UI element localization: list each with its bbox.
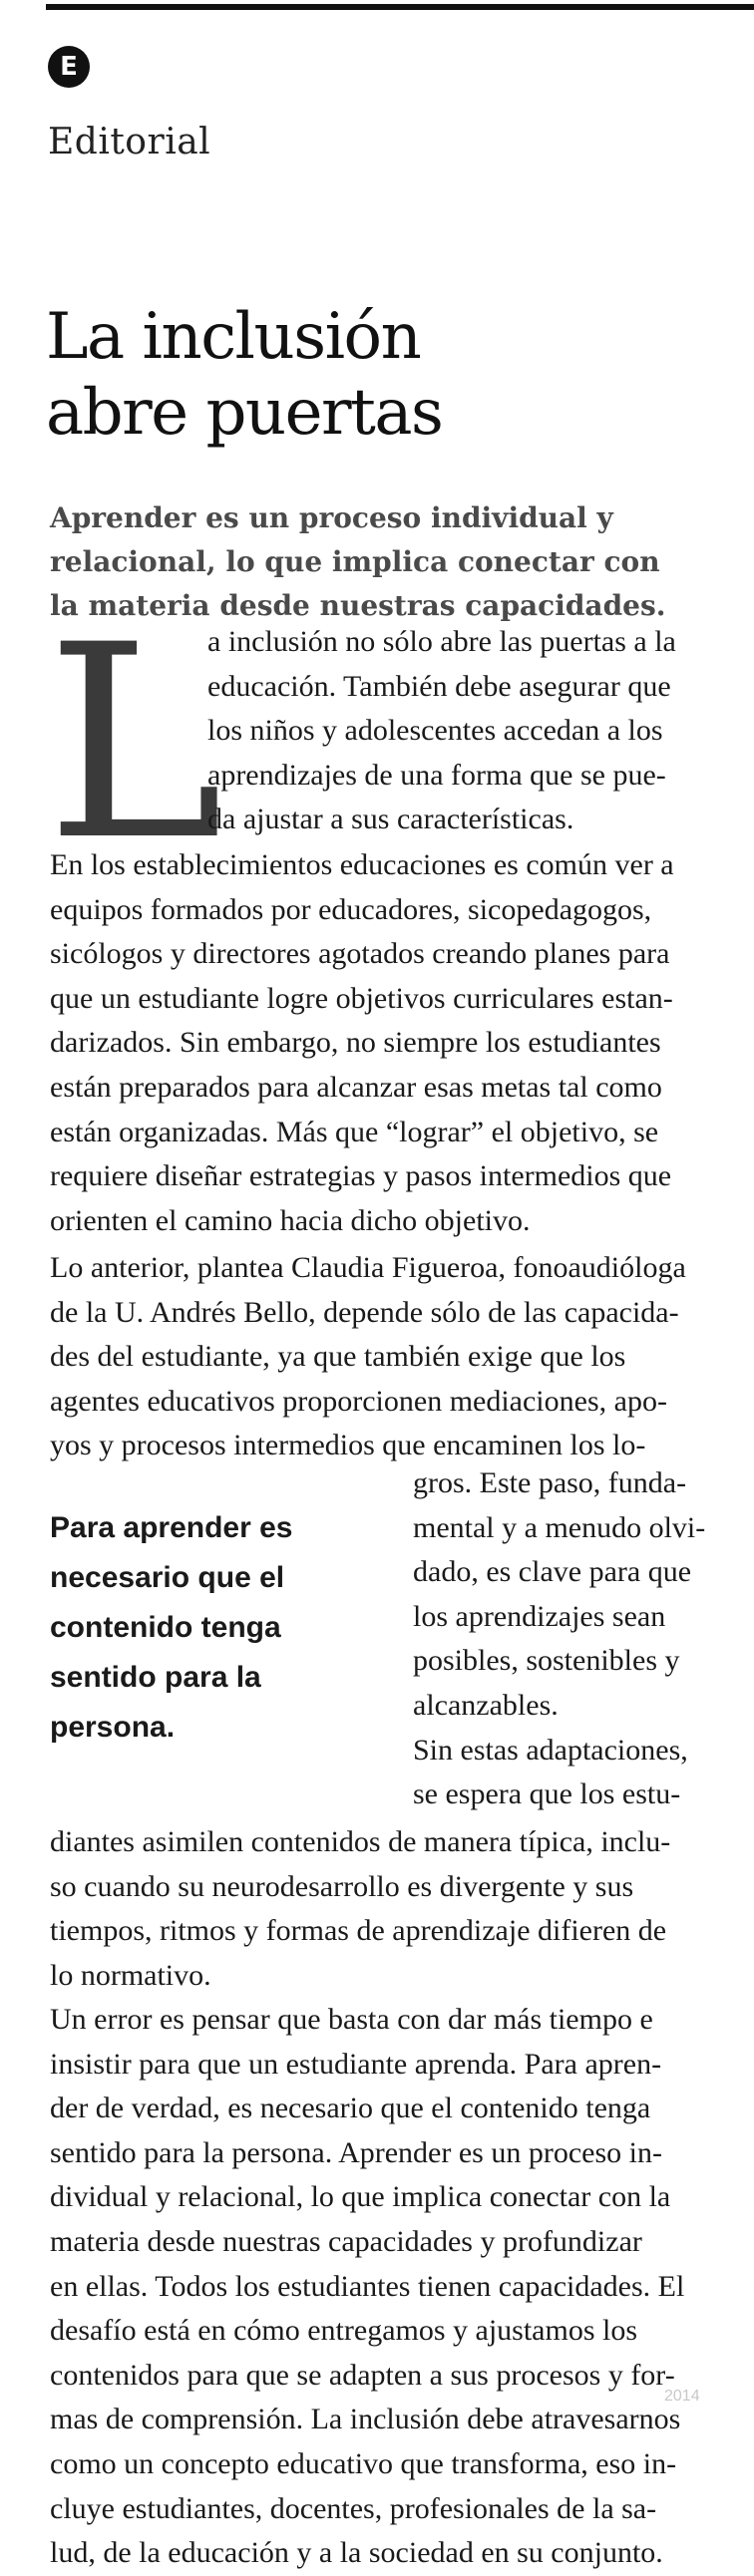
text-line: desafío está en cómo entregamos y ajustamos los xyxy=(50,2314,638,2348)
pull-quote xyxy=(50,1503,379,1753)
section-badge: E xyxy=(48,46,90,88)
text-line: diantes asimilen contenidos de manera típica, inclu- xyxy=(50,1825,671,1858)
text-line: yos y procesos intermedios que encaminen los lo- xyxy=(50,1429,646,1462)
text-line: los aprendizajes sean xyxy=(413,1599,666,1633)
text-line: gros. Este paso, funda- xyxy=(413,1466,687,1499)
deck-line: Aprender es un proceso individual y xyxy=(50,501,613,534)
pull-quote-line: contenido tenga xyxy=(50,1611,281,1644)
top-rule xyxy=(46,4,754,10)
paragraph-6 xyxy=(50,1998,738,2576)
text-line: dividual y relacional, lo que implica conectar con la xyxy=(50,2180,671,2214)
text-line: Lo anterior, plantea Claudia Figueroa, fonoaudióloga xyxy=(50,1251,686,1284)
deck-line: la materia desde nuestras capacidades. xyxy=(50,589,666,622)
text-line: están preparados para alcanzar esas metas tal como xyxy=(50,1070,662,1104)
text-line: educación. También debe asegurar que xyxy=(207,669,671,703)
text-line: Un error es pensar que basta con dar más tiempo e xyxy=(50,2003,653,2036)
text-line: dado, es clave para que xyxy=(413,1555,692,1589)
drop-cap: L xyxy=(46,588,223,899)
text-line: sentido para la persona. Aprender es un proceso in- xyxy=(50,2135,662,2169)
text-line: so cuando su neurodesarrollo es divergente y sus xyxy=(50,1869,634,1903)
text-line: sicólogos y directores agotados creando planes para xyxy=(50,937,670,971)
text-line: lo normativo. xyxy=(50,1958,211,1992)
paragraph-2 xyxy=(50,843,738,1243)
text-line: cluye estudiantes, docentes, profesionales de la sa- xyxy=(50,2491,657,2525)
deck-line: relacional, lo que implica conectar con xyxy=(50,545,660,578)
text-line: requiere diseñar estrategias y pasos intermedios que xyxy=(50,1159,672,1193)
text-line: orienten el camino hacia dicho objetivo. xyxy=(50,1203,531,1237)
text-line: alcanzables. xyxy=(413,1688,559,1722)
text-line: en ellas. Todos los estudiantes tienen capacidades. El xyxy=(50,2269,685,2303)
text-line: equipos formados por educadores, sicopedagogos, xyxy=(50,892,652,926)
text-line: los niños y adolescentes accedan a los xyxy=(207,714,663,748)
text-line: der de verdad, es necesario que el contenido tenga xyxy=(50,2092,651,2125)
text-line: están organizadas. Más que “lograr” el objetivo, se xyxy=(50,1115,659,1148)
pull-quote-line: persona. xyxy=(50,1711,176,1744)
text-line: darizados. Sin embargo, no siempre los estudiantes xyxy=(50,1026,661,1060)
text-line: de la U. Andrés Bello, depende sólo de las capacida- xyxy=(50,1295,679,1329)
text-line: mental y a menudo olvi- xyxy=(413,1510,706,1544)
text-line: se espera que los estu- xyxy=(413,1777,681,1811)
headline-line: La inclusión xyxy=(46,300,421,374)
text-line: posibles, sostenibles y xyxy=(413,1644,680,1678)
paragraph-5 xyxy=(50,1820,738,1998)
pull-quote-line: necesario que el xyxy=(50,1561,285,1594)
text-line: agentes educativos proporcionen mediaciones, apo- xyxy=(50,1384,667,1418)
headline xyxy=(46,299,724,451)
intro-paragraph xyxy=(207,620,726,842)
text-line: En los establecimientos educaciones es común ver a xyxy=(50,848,674,881)
text-line: materia desde nuestras capacidades y profundizar xyxy=(50,2224,642,2258)
headline-line: abre puertas xyxy=(46,376,443,450)
text-line: des del estudiante, ya que también exige que los xyxy=(50,1340,626,1374)
watermark: 2014 xyxy=(664,2388,700,2405)
section-title: Editorial xyxy=(48,122,211,162)
pull-quote-line: sentido para la xyxy=(50,1661,261,1694)
text-line: Sin estas adaptaciones, xyxy=(413,1733,688,1767)
text-line: a inclusión no sólo abre las puertas a la xyxy=(207,625,676,658)
text-line: que un estudiante logre objetivos curriculares estan- xyxy=(50,981,673,1015)
text-line: contenidos para que se adapten a sus procesos y for- xyxy=(50,2358,675,2392)
right-column xyxy=(413,1461,732,1817)
text-line: como un concepto educativo que transforma, eso in- xyxy=(50,2446,677,2480)
pull-quote-line: Para aprender es xyxy=(50,1511,293,1544)
text-line: tiempos, ritmos y formas de aprendizaje difieren de xyxy=(50,1914,667,1948)
paragraph-3 xyxy=(50,1246,738,1468)
text-line: lud, de la educación y a la sociedad en su conjunto. xyxy=(50,2536,663,2570)
text-line: insistir para que un estudiante aprenda. Para apren- xyxy=(50,2047,662,2081)
text-line: mas de comprensión. La inclusión debe atravesarnos xyxy=(50,2403,681,2436)
text-line: da ajustar a sus características. xyxy=(207,803,574,836)
text-line: aprendizajes de una forma que se pue- xyxy=(207,758,666,792)
